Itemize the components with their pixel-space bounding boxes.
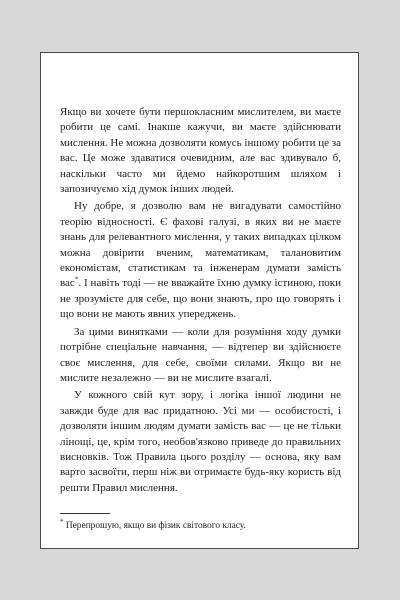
footnote-marker: *: [74, 275, 79, 284]
page-body: [60, 105, 341, 496]
paragraph-2-main: Ну добре, я дозволю вам не вигадувати самостійно теорію відносності. Є фахові галузі, в яких ви не маєте знань для релевантного мислення, у таких випадках цілком можна довірити вченим, математикам, талановитим економістам, статистикам та інженерам думати замість вас: [60, 200, 341, 290]
footnote-marker: *: [60, 517, 64, 526]
book-page: [40, 52, 359, 549]
paragraph-2-tail: . І навіть тоді — не вважайте їхню думку істиною, поки не зрозумієте для себе, що вони знають, про що говорять і що вони не мають явних упереджень.: [60, 277, 341, 321]
paragraph-1: Якщо ви хочете бути першокласним мислителем, ви маєте робити це самі. Інакше кажучи, ви маєте здійснювати мислення. Не можна дозволяти комусь іншому робити це за вас. Це може здаватися очевидним, але вас здивувало б, наскільки часто ми йдемо найкоротшим шляхом і запозичуємо хід думок інших людей.: [60, 106, 341, 196]
paragraph-3: За цими винятками — коли для розуміння ходу думки потрібне спеціальне навчання, — відтепер ви здійснюєте своє мислення, для себе, своїми силами. Якщо ви не мислите незалежно — ви не мислите взагалі.: [60, 325, 341, 384]
footnote-text: Перепрошую, якщо ви фізик світового класу.: [65, 521, 246, 531]
footnote-divider: [60, 513, 110, 514]
paragraph-2: [60, 199, 341, 322]
footnote: [60, 517, 341, 532]
paragraph-4: У кожного свій кут зору, і логіка іншої людини не завжди буде для вас придатною. Усі ми — особистості, і дозволяти іншим людям думати замість вас — це не тільки лінощі, це, крім того, необов'язково приведе до правильних висновків. Тож Правила цього розділу — основа, яку вам варто засвоїти, перш ніж ви отримаєте будь-яку користь від решти Правил мислення.: [60, 389, 341, 494]
